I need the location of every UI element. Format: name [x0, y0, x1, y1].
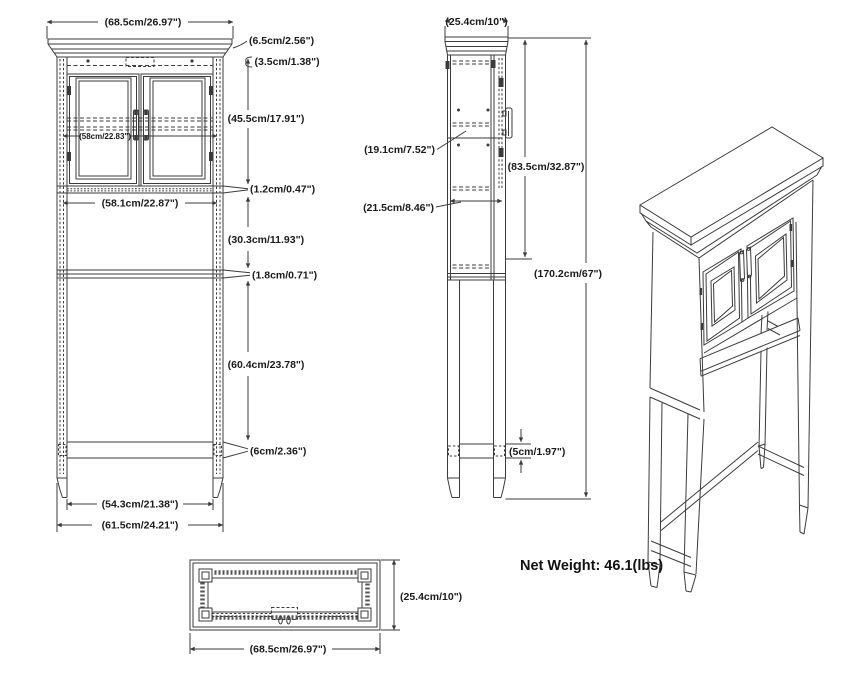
dim-side-overall-height: (170.2cm/67") [533, 268, 603, 280]
dim-front-overall-width: (68.5cm/26.97") [104, 16, 182, 29]
dim-front-top-rail-height: (3.5cm/1.38") [254, 56, 320, 68]
dim-side-lower-shelf-spacing: (21.5cm/8.46") [363, 202, 434, 214]
dim-side-depth: (25.4cm/10") [445, 16, 508, 28]
dim-top-depth: (25.4cm/10") [400, 591, 463, 603]
top-view [190, 560, 462, 656]
hinge-icon [209, 152, 213, 161]
dim-front-middle-shelf-thickness: (1.2cm/0.47") [250, 183, 316, 196]
dim-front-door-section-height: (45.5cm/17.91") [227, 113, 305, 125]
dim-front-feet-inner-span: (54.3cm/21.38") [101, 498, 179, 511]
dim-side-stretcher-thickness: (5cm/1.97") [509, 446, 566, 458]
dim-front-opening-width: (58.1cm/22.87") [101, 197, 179, 210]
front-view [47, 17, 320, 533]
door-handle-iso [740, 251, 745, 282]
door-handle-iso [747, 247, 752, 278]
dim-front-stretcher-height: (6cm/2.36") [250, 445, 307, 458]
hinge-icon [68, 152, 72, 161]
isometric-view [640, 127, 823, 592]
dim-front-lower-shelf-thickness: (1.8cm/0.71") [252, 269, 318, 282]
side-view [363, 16, 602, 499]
dim-front-crown-height: (6.5cm/2.56") [249, 35, 315, 47]
dim-side-upper-shelf-spacing: (19.1cm/7.52") [364, 144, 435, 156]
dim-front-leg-section-height: (60.4cm/23.78") [227, 359, 305, 371]
dim-front-base-outer-width: (61.5cm/24.21") [101, 519, 179, 532]
net-weight-label: Net Weight: 46.1(lbs) [520, 558, 664, 574]
dim-front-open-section-height: (30.3cm/11.93") [227, 234, 305, 246]
hinge-icon [499, 148, 504, 157]
hinge-icon [209, 86, 213, 95]
dim-side-upper-section-height: (83.5cm/32.87") [507, 161, 585, 173]
hinge-icon [499, 78, 504, 87]
dim-top-width: (68.5cm/26.97") [249, 643, 327, 656]
hinge-icon [68, 86, 72, 95]
dim-front-interior-width: (58cm/22.83") [79, 132, 131, 141]
